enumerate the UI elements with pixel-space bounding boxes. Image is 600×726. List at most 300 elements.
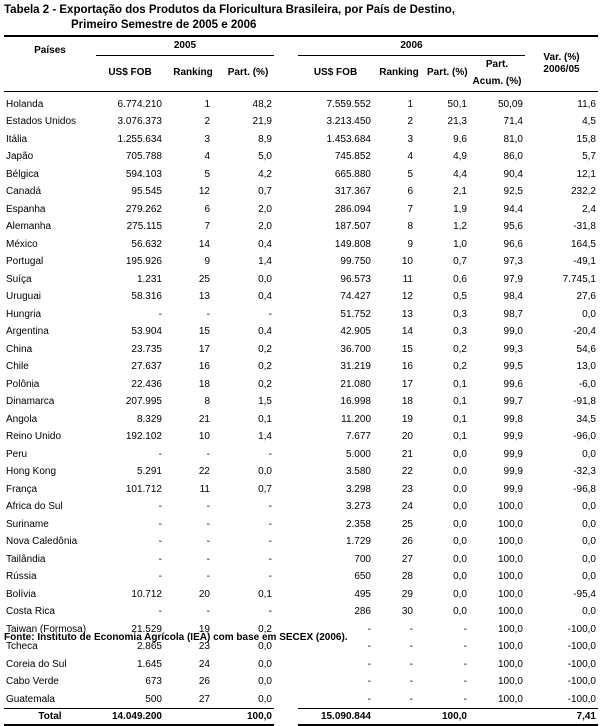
cell-gap (274, 183, 298, 201)
cell-gap (274, 376, 298, 394)
table-row (4, 481, 598, 499)
cell-acum: 99,9 (503, 466, 523, 477)
cell-acum: 98,7 (503, 308, 523, 320)
cell-part2005: 2,0 (258, 203, 272, 215)
table-title (4, 3, 455, 33)
cell-rank2006: 9 (407, 238, 413, 250)
cell-acum: 94,4 (503, 203, 523, 215)
cell-var: -32,3 (573, 466, 596, 477)
cell-part2005: 0,1 (258, 588, 272, 600)
cell-gap (274, 323, 298, 341)
cell-gap (274, 201, 298, 219)
cell-fob2005: - (158, 536, 162, 547)
cell-acum: 100,0 (497, 536, 523, 547)
cell-rank2005: - (206, 553, 210, 565)
cell-fob2005: 95.545 (131, 186, 162, 197)
cell-fob2006: 42.905 (340, 326, 371, 337)
cell-part2005: - (268, 536, 272, 547)
cell-gap (274, 166, 298, 184)
cell-country: Hong Kong (6, 466, 57, 477)
cell-acum: 100,0 (497, 658, 523, 670)
cell-part2006: 0,0 (453, 483, 467, 495)
cell-fob2005: - (158, 448, 162, 460)
cell-country: Africa do Sul (6, 501, 63, 512)
cell-rank2005: - (206, 606, 210, 617)
header-countries: Países (4, 36, 96, 91)
cell-acum: 100,0 (497, 693, 523, 705)
cell-rank2005: 15 (198, 326, 210, 337)
cell-acum: 100,0 (497, 641, 523, 652)
table-title-line1: Tabela 2 - Exportação dos Produtos da Floricultura Brasileira, por País de Destino, (4, 4, 455, 16)
cell-country: Argentina (6, 326, 49, 337)
cell-fob2005: 1.645 (136, 658, 162, 670)
cell-fob2006: - (367, 623, 371, 635)
cell-part2006: 0,3 (453, 308, 467, 320)
cell-fob2006: 36.700 (340, 343, 371, 355)
cell-rank2005: 27 (198, 693, 210, 705)
cell-rank2005: 8 (204, 396, 210, 407)
cell-part2005: - (268, 448, 272, 460)
table-row (4, 183, 598, 201)
cell-fob2005: 22.436 (131, 378, 162, 390)
cell-part2006: 0,1 (453, 378, 467, 390)
cell-part2005: 0,7 (258, 483, 272, 495)
cell-country: Uruguai (6, 291, 42, 302)
cell-part2005: 0,7 (258, 186, 272, 197)
cell-country: Coreia do Sul (6, 658, 67, 670)
cell-acum: 99,9 (503, 483, 523, 495)
table-row (4, 568, 598, 586)
cell-gap (274, 586, 298, 604)
cell-rank2005: - (206, 536, 210, 547)
cell-acum: 97,9 (503, 273, 523, 285)
cell-gap (274, 691, 298, 709)
cell-acum: 71,4 (503, 116, 523, 127)
cell-fob2005: 3.076.373 (117, 116, 162, 127)
cell-part2006: 0,1 (453, 396, 467, 407)
cell-var: 0,0 (582, 536, 596, 547)
cell-country: Holanda (6, 98, 44, 110)
cell-part2006: 0,0 (453, 518, 467, 530)
cell-gap (274, 551, 298, 569)
cell-gap (274, 393, 298, 411)
total-part2006: 100,0 (425, 709, 469, 726)
cell-var: -96,0 (573, 431, 596, 442)
cell-rank2006: 24 (401, 501, 413, 512)
cell-rank2005: 10 (198, 431, 210, 442)
cell-fob2006: 665.880 (334, 168, 371, 180)
cell-fob2006: 700 (354, 553, 371, 565)
cell-rank2006: 8 (407, 221, 413, 232)
header-ranking-2005: Ranking (173, 67, 213, 79)
cell-rank2006: 21 (401, 448, 413, 460)
cell-rank2005: 22 (198, 466, 210, 477)
cell-part2005: 0,0 (258, 676, 272, 687)
cell-country: China (6, 343, 33, 355)
export-table (4, 35, 598, 726)
total-fob2005: 14.049.200 (96, 709, 164, 726)
total-row (4, 709, 598, 726)
cell-fob2005: 53.904 (131, 326, 162, 337)
cell-rank2005: 21 (198, 413, 210, 425)
cell-rank2006: - (409, 693, 413, 705)
cell-part2005: - (268, 501, 272, 512)
header-var (525, 36, 598, 91)
cell-fob2006: 16.998 (340, 396, 371, 407)
cell-part2006: 0,0 (453, 448, 467, 460)
cell-country: Estados Unidos (6, 116, 77, 127)
cell-part2006: 0,0 (453, 536, 467, 547)
cell-rank2006: 10 (401, 256, 413, 267)
cell-fob2006: 11.200 (341, 413, 371, 425)
cell-fob2006: - (367, 658, 371, 670)
cell-rank2005: 23 (198, 641, 210, 652)
cell-rank2006: 18 (401, 396, 413, 407)
table-row (4, 148, 598, 166)
cell-country: Suíça (6, 273, 32, 285)
cell-rank2005: 20 (198, 588, 210, 600)
cell-rank2006: 14 (401, 326, 413, 337)
cell-acum: 99,9 (503, 448, 523, 460)
cell-part2005: 48,2 (252, 98, 272, 110)
cell-acum: 81,0 (503, 133, 523, 145)
cell-fob2005: - (158, 308, 162, 320)
cell-country: Polônia (6, 378, 40, 390)
cell-country: México (6, 238, 38, 250)
cell-var: 54,6 (576, 343, 596, 355)
cell-fob2006: 7.677 (345, 431, 371, 442)
cell-part2005: 0,2 (258, 343, 272, 355)
cell-fob2006: 317.367 (334, 186, 371, 197)
cell-part2005: 0,2 (258, 623, 272, 635)
cell-gap (274, 411, 298, 429)
cell-var: 0,0 (582, 518, 596, 530)
cell-gap (274, 463, 298, 481)
cell-part2006: 0,6 (453, 273, 467, 285)
cell-part2006: 2,1 (453, 186, 467, 197)
cell-part2005: 5,0 (258, 151, 272, 162)
cell-gap (274, 271, 298, 289)
table-row (4, 586, 598, 604)
cell-rank2006: 20 (401, 431, 413, 442)
cell-part2006: 0,0 (453, 606, 467, 617)
table-row (4, 323, 598, 341)
cell-fob2005: - (158, 553, 162, 565)
cell-acum: 100,0 (497, 606, 523, 617)
cell-rank2005: 4 (204, 151, 210, 162)
cell-var: 34,5 (576, 413, 596, 425)
cell-var: -95,4 (573, 588, 596, 600)
cell-rank2005: 25 (198, 273, 210, 285)
cell-country: Angola (6, 413, 38, 425)
cell-country: Chile (6, 361, 29, 372)
table-row (4, 446, 598, 464)
cell-acum: 99,3 (503, 343, 523, 355)
cell-fob2005: 27.637 (131, 361, 162, 372)
cell-fob2005: - (158, 571, 162, 582)
cell-rank2005: 13 (198, 291, 210, 302)
cell-rank2006: 12 (401, 291, 413, 302)
cell-rank2006: 26 (401, 536, 413, 547)
cell-rank2006: - (409, 658, 413, 670)
cell-part2006: 0,0 (453, 501, 467, 512)
cell-country: Peru (6, 448, 28, 460)
total-empty (373, 709, 425, 726)
cell-country: Dinamarca (6, 396, 55, 407)
cell-acum: 86,0 (503, 151, 523, 162)
cell-rank2005: - (206, 571, 210, 582)
table-body (4, 91, 598, 725)
table-row (4, 271, 598, 289)
cell-fob2005: - (158, 606, 162, 617)
table-row (4, 201, 598, 219)
cell-gap (274, 358, 298, 376)
cell-country: Bolívia (6, 588, 37, 600)
cell-country: Espanha (6, 203, 46, 215)
cell-var: 7.745,1 (562, 273, 596, 285)
cell-part2005: 0,1 (258, 413, 272, 425)
cell-gap (274, 131, 298, 149)
cell-part2006: 4,9 (453, 151, 467, 162)
cell-rank2005: 2 (204, 116, 210, 127)
table-row (4, 551, 598, 569)
cell-part2005: 1,4 (258, 256, 272, 267)
cell-fob2005: 5.291 (136, 466, 162, 477)
cell-acum: 99,7 (503, 396, 523, 407)
cell-part2006: 1,2 (453, 221, 467, 232)
cell-part2006: - (463, 641, 467, 652)
cell-gap (274, 603, 298, 621)
cell-var: 2,4 (582, 203, 596, 215)
cell-part2005: 8,9 (258, 133, 272, 145)
cell-acum: 100,0 (497, 518, 523, 530)
table-row (4, 376, 598, 394)
cell-part2006: - (463, 623, 467, 635)
cell-fob2006: 74.427 (340, 291, 371, 302)
cell-part2005: 0,2 (258, 378, 272, 390)
cell-fob2005: 101.712 (125, 483, 162, 495)
cell-gap (274, 498, 298, 516)
cell-fob2005: 23.735 (131, 343, 162, 355)
cell-var: 13,0 (576, 361, 596, 372)
cell-rank2005: 12 (198, 186, 210, 197)
header-part-acum: Part. Acum. (%) (472, 58, 522, 87)
cell-rank2006: 13 (401, 308, 413, 320)
cell-fob2006: 96.573 (340, 273, 371, 285)
cell-part2006: 0,2 (453, 343, 467, 355)
cell-gap (274, 428, 298, 446)
cell-acum: 99,8 (503, 413, 523, 425)
cell-gap (274, 481, 298, 499)
cell-part2005: - (268, 571, 272, 582)
cell-part2006: 0,1 (453, 431, 467, 442)
cell-part2006: 4,4 (453, 168, 467, 180)
cell-var: -100,0 (567, 658, 596, 670)
cell-rank2006: 7 (407, 203, 413, 215)
cell-rank2005: 26 (198, 676, 210, 687)
cell-rank2005: 14 (198, 238, 210, 250)
cell-var: -96,8 (573, 483, 596, 495)
cell-var: -31,8 (573, 221, 596, 232)
cell-fob2006: 1.453.684 (326, 133, 371, 145)
cell-rank2005: - (206, 448, 210, 460)
header-part-2005: Part. (%) (227, 67, 269, 79)
cell-part2006: 1,9 (453, 203, 467, 215)
table-row (4, 166, 598, 184)
total-empty (274, 709, 298, 726)
cell-var: -20,4 (573, 326, 596, 337)
table-row (4, 656, 598, 674)
total-label: Total (4, 709, 96, 726)
header-year-2005: 2005 (96, 36, 274, 55)
cell-rank2005: 18 (198, 378, 210, 390)
cell-gap (274, 113, 298, 131)
cell-part2005: 0,0 (258, 641, 272, 652)
cell-rank2005: 9 (204, 256, 210, 267)
cell-part2006: 50,1 (447, 98, 467, 110)
total-fob2006: 15.090.844 (298, 709, 373, 726)
cell-fob2005: 275.115 (126, 221, 162, 232)
cell-gap (274, 236, 298, 254)
cell-part2006: 21,3 (447, 116, 467, 127)
cell-fob2005: 1.255.634 (117, 133, 162, 145)
cell-country: Nova Caledônia (6, 536, 78, 547)
table-row (4, 131, 598, 149)
table-row (4, 113, 598, 131)
cell-part2006: - (463, 658, 467, 670)
cell-country: Suriname (6, 518, 49, 530)
cell-rank2006: 28 (401, 571, 413, 582)
cell-acum: 50,09 (497, 98, 523, 110)
cell-rank2006: 5 (407, 168, 413, 180)
table-row (4, 236, 598, 254)
cell-rank2005: - (206, 501, 210, 512)
cell-acum: 100,0 (497, 623, 523, 635)
table-row (4, 288, 598, 306)
cell-rank2005: 19 (198, 623, 210, 635)
cell-fob2005: 56.632 (131, 238, 162, 250)
cell-var: -100,0 (567, 676, 596, 687)
cell-fob2005: 673 (145, 676, 162, 687)
table-row (4, 393, 598, 411)
cell-rank2006: 23 (401, 483, 413, 495)
cell-var: -6,0 (578, 378, 596, 390)
cell-country: Canadá (6, 186, 42, 197)
cell-part2006: 0,0 (453, 466, 467, 477)
cell-country: Bélgica (6, 168, 39, 180)
cell-country: França (6, 483, 38, 495)
cell-gap (274, 341, 298, 359)
cell-rank2006: 3 (407, 133, 413, 145)
cell-fob2005: 21.529 (131, 623, 162, 635)
cell-rank2006: 4 (407, 151, 413, 162)
cell-country: Rússia (6, 571, 37, 582)
cell-fob2006: 1.729 (345, 536, 371, 547)
cell-rank2005: - (206, 308, 210, 320)
cell-gap (274, 656, 298, 674)
cell-fob2006: 3.273 (345, 501, 371, 512)
cell-fob2005: 1.231 (136, 273, 162, 285)
cell-acum: 90,4 (503, 168, 523, 180)
cell-acum: 100,0 (497, 676, 523, 687)
cell-rank2006: 19 (401, 413, 413, 425)
cell-gap (274, 673, 298, 691)
cell-fob2005: - (158, 518, 162, 530)
cell-fob2006: 99.750 (340, 256, 371, 267)
cell-fob2005: 705.788 (125, 151, 162, 162)
cell-fob2006: 21.080 (340, 378, 371, 390)
cell-part2005: 0,2 (258, 361, 272, 372)
source-footer: Fonte: Instituto de Economia Agrícola (IEA) com base em SECEX (2006). (4, 632, 348, 643)
cell-part2005: 1,5 (258, 396, 272, 407)
cell-part2006: 9,6 (453, 133, 467, 145)
cell-fob2006: 31.219 (340, 361, 371, 372)
cell-fob2006: - (367, 676, 371, 687)
cell-var: 0,0 (582, 501, 596, 512)
cell-var: -91,8 (573, 396, 596, 407)
cell-fob2005: 8.329 (136, 413, 162, 425)
cell-gap (274, 306, 298, 324)
cell-rank2006: 27 (401, 553, 413, 565)
cell-part2005: 0,4 (258, 326, 272, 337)
cell-country: Tcheca (6, 641, 38, 652)
cell-acum: 100,0 (497, 588, 523, 600)
cell-var: 27,6 (576, 291, 596, 302)
cell-country: Japão (6, 151, 34, 162)
cell-rank2005: 5 (204, 168, 210, 180)
cell-rank2006: - (409, 676, 413, 687)
table-row (4, 691, 598, 709)
cell-country: Portugal (6, 256, 44, 267)
cell-rank2006: 29 (401, 588, 413, 600)
cell-part2006: - (463, 693, 467, 705)
cell-fob2006: 495 (354, 588, 371, 600)
cell-part2005: 0,4 (258, 291, 272, 302)
cell-fob2006: 7.559.552 (326, 98, 371, 110)
table-row (4, 341, 598, 359)
cell-fob2005: 192.102 (125, 431, 162, 442)
cell-gap (274, 253, 298, 271)
cell-part2005: - (268, 308, 272, 320)
cell-acum: 98,4 (503, 291, 523, 302)
cell-gap (274, 148, 298, 166)
cell-fob2006: - (367, 641, 371, 652)
cell-rank2005: 17 (198, 343, 210, 355)
cell-fob2006: - (367, 693, 371, 705)
cell-fob2005: 195.926 (125, 256, 162, 267)
cell-fob2005: 500 (145, 693, 162, 705)
cell-acum: 97,3 (503, 256, 523, 267)
table-row (4, 673, 598, 691)
cell-part2005: 21,9 (252, 116, 272, 127)
cell-acum: 99,5 (503, 361, 523, 372)
cell-rank2006: - (409, 623, 413, 635)
cell-gap (274, 218, 298, 236)
cell-fob2005: 207.995 (125, 396, 162, 407)
cell-acum: 99,9 (503, 431, 523, 442)
cell-fob2006: 286.094 (334, 203, 371, 215)
header-ranking-2006: Ranking (379, 67, 419, 79)
cell-fob2005: - (158, 501, 162, 512)
cell-part2005: 0,0 (258, 693, 272, 705)
cell-fob2005: 6.774.210 (117, 98, 162, 110)
cell-part2006: 0,2 (453, 361, 467, 372)
table-row (4, 411, 598, 429)
cell-part2006: 1,0 (453, 238, 467, 250)
cell-fob2006: 149.808 (334, 238, 371, 250)
cell-fob2005: 594.103 (125, 168, 162, 180)
cell-part2005: 2,0 (258, 221, 272, 232)
